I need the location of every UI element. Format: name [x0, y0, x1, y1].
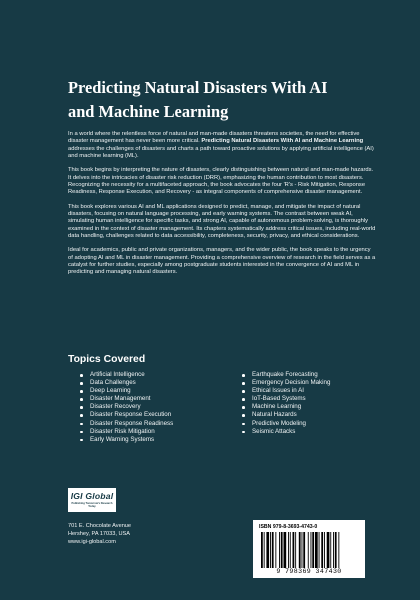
barcode-stripe	[312, 532, 314, 568]
topic-item	[242, 411, 330, 419]
description-p1-bold-title: Predicting Natural Disasters With AI and Machine Learning	[201, 138, 364, 145]
barcode-stripe	[288, 532, 289, 568]
barcode-stripe	[330, 532, 331, 568]
topic-item	[80, 395, 173, 403]
topic-item	[80, 379, 173, 387]
topic-item	[80, 428, 173, 436]
topic-item	[242, 428, 330, 436]
barcode-stripe	[284, 532, 287, 568]
topic-label: Machine Learning	[252, 403, 302, 411]
topic-label: Emergency Decision Making	[252, 379, 331, 387]
bullet-icon	[242, 398, 245, 401]
bullet-icon	[80, 431, 83, 434]
publisher-logo	[68, 488, 116, 512]
topics-list-left	[80, 371, 173, 444]
topic-item	[242, 420, 330, 428]
topic-item	[80, 420, 173, 428]
topic-label: Earthquake Forecasting	[252, 371, 318, 378]
barcode-stripe	[303, 532, 305, 568]
barcode-stripe	[275, 532, 276, 568]
bullet-icon	[80, 414, 83, 417]
barcode-stripe	[270, 532, 271, 568]
barcode-stripe	[321, 532, 323, 568]
barcode-stripe	[299, 532, 301, 568]
topic-label: Disaster Risk Mitigation	[90, 427, 155, 435]
description-p1-text-a: In a world where the relentless force of natural and man-made disasters threatens societies, the need for effective disaster management has never been more critical.	[68, 131, 360, 145]
barcode-stripe	[324, 532, 325, 568]
barcode-stripe	[290, 532, 291, 568]
book-title	[68, 76, 368, 124]
description-paragraph-4: Ideal for academics, public and private organizations, managers, and the wider public, the book speaks to the urgency of adopting AI and ML in disaster management. Providing a comprehensive overview of research in the field serves as a catalyst for further studies, especially among postgraduate students interested in the convergence of AI and ML in predicting and managing natural disasters.	[68, 247, 376, 276]
topic-item	[242, 387, 330, 395]
topic-label: Disaster Management	[90, 395, 151, 403]
topic-item	[242, 403, 330, 411]
publisher-website: www.igi-global.com	[68, 539, 116, 545]
topic-label: Data Challenges	[90, 379, 136, 387]
topic-item	[242, 379, 330, 387]
bullet-icon	[80, 390, 83, 393]
topic-item	[80, 436, 173, 444]
barcode-panel	[253, 520, 365, 578]
barcode-stripe	[308, 532, 309, 568]
topic-label: Disaster Response Execution	[90, 411, 172, 419]
bullet-icon	[242, 406, 245, 409]
address-city: Hershey, PA 17033, USA	[68, 531, 130, 537]
topic-label: Deep Learning	[90, 387, 131, 395]
book-description	[68, 131, 376, 284]
bullet-icon	[242, 431, 245, 434]
topic-label: Early Warning Systems	[90, 435, 155, 443]
bullet-icon	[80, 439, 83, 442]
topic-label: Natural Hazards	[252, 411, 297, 419]
bullet-icon	[80, 423, 83, 426]
barcode-stripe	[315, 532, 318, 568]
address-street: 701 E. Chocolate Avenue	[68, 523, 132, 529]
bullet-icon	[242, 382, 245, 385]
barcode-stripe	[333, 532, 334, 568]
barcode-image	[259, 532, 359, 568]
topic-label: IoT-Based Systems	[252, 395, 306, 403]
description-p1-text-b: addresses the challenges of disasters and charts a path toward proactive solutions by applying artificial intelligence (AI) and machine learning (ML).	[68, 145, 374, 159]
topic-item	[242, 371, 330, 379]
barcode-stripe	[264, 532, 265, 568]
barcode-digits: 9 798369 347430	[276, 568, 342, 575]
topic-item	[242, 395, 330, 403]
topic-item	[80, 411, 173, 419]
topic-label: Disaster Response Readiness	[90, 419, 174, 427]
barcode-stripe	[281, 532, 283, 568]
barcode-stripe	[302, 532, 303, 568]
description-paragraph-1	[68, 131, 376, 160]
bullet-icon	[242, 423, 245, 426]
barcode-stripe	[295, 532, 296, 568]
topic-item	[80, 387, 173, 395]
publisher-logo-tagline: Publishing Tomorrow's Research Today	[71, 502, 113, 509]
topics-list-right	[242, 371, 330, 436]
barcode-stripe	[293, 532, 295, 568]
bullet-icon	[80, 406, 83, 409]
barcode-stripe	[311, 532, 312, 568]
bullet-icon	[242, 390, 245, 393]
publisher-logo-wordmark: IGI Global	[70, 491, 114, 501]
bullet-icon	[80, 382, 83, 385]
isbn-label: ISBN 979-8-3693-4743-0	[259, 524, 318, 530]
description-paragraph-3: This book explores various AI and ML applications designed to predict, manage, and mitigate the impact of natural disasters, focusing on natural language processing, and early warning systems. The contrast between weak AI, simulating human intelligence for specific tasks, and strong AI, capable of autonomous problem-solving, is thoroughly examined in the context of disaster management. Its chapters systematically address critical issues, including real-world data handling, challenges related to data accessibility, completeness, security, privacy, and ethical considerations.	[68, 203, 376, 239]
book-title-line-2: and Machine Learning	[68, 102, 229, 121]
barcode-stripe	[335, 532, 337, 568]
barcode-stripe	[327, 532, 330, 568]
barcode-stripe	[319, 532, 320, 568]
topic-label: Seismic Attacks	[252, 427, 296, 435]
topic-item	[80, 403, 173, 411]
description-paragraph-2: This book begins by interpreting the nature of disasters, clearly distinguishing between natural and man-made hazards. It delves into the intricacies of disaster risk reduction (DRR), emphasizing the human contribution to most disasters. Recognizing the necessity for a multifaceted approach, the book advocates the four 'R's - Risk Mitigation, Response Readiness, Response Execution, and Recovery - as integral components of comprehensive disaster management.	[68, 167, 374, 196]
barcode-stripe	[272, 532, 274, 568]
bullet-icon	[242, 374, 245, 377]
topic-label: Ethical Issues in AI	[252, 387, 304, 395]
topic-item	[80, 371, 173, 379]
barcode-stripe	[266, 532, 269, 568]
topics-heading: Topics Covered	[68, 354, 146, 365]
topic-label: Disaster Recovery	[90, 403, 141, 411]
barcode-stripe	[261, 532, 263, 568]
book-title-line-1: Predicting Natural Disasters With AI	[68, 78, 328, 97]
topic-label: Artificial Intelligence	[90, 371, 145, 378]
publisher-address	[68, 522, 131, 546]
bullet-icon	[80, 374, 83, 377]
topic-label: Predictive Modeling	[252, 419, 306, 427]
barcode-stripe	[279, 532, 280, 568]
bullet-icon	[80, 398, 83, 401]
barcode-stripe	[338, 532, 339, 568]
bullet-icon	[242, 414, 245, 417]
